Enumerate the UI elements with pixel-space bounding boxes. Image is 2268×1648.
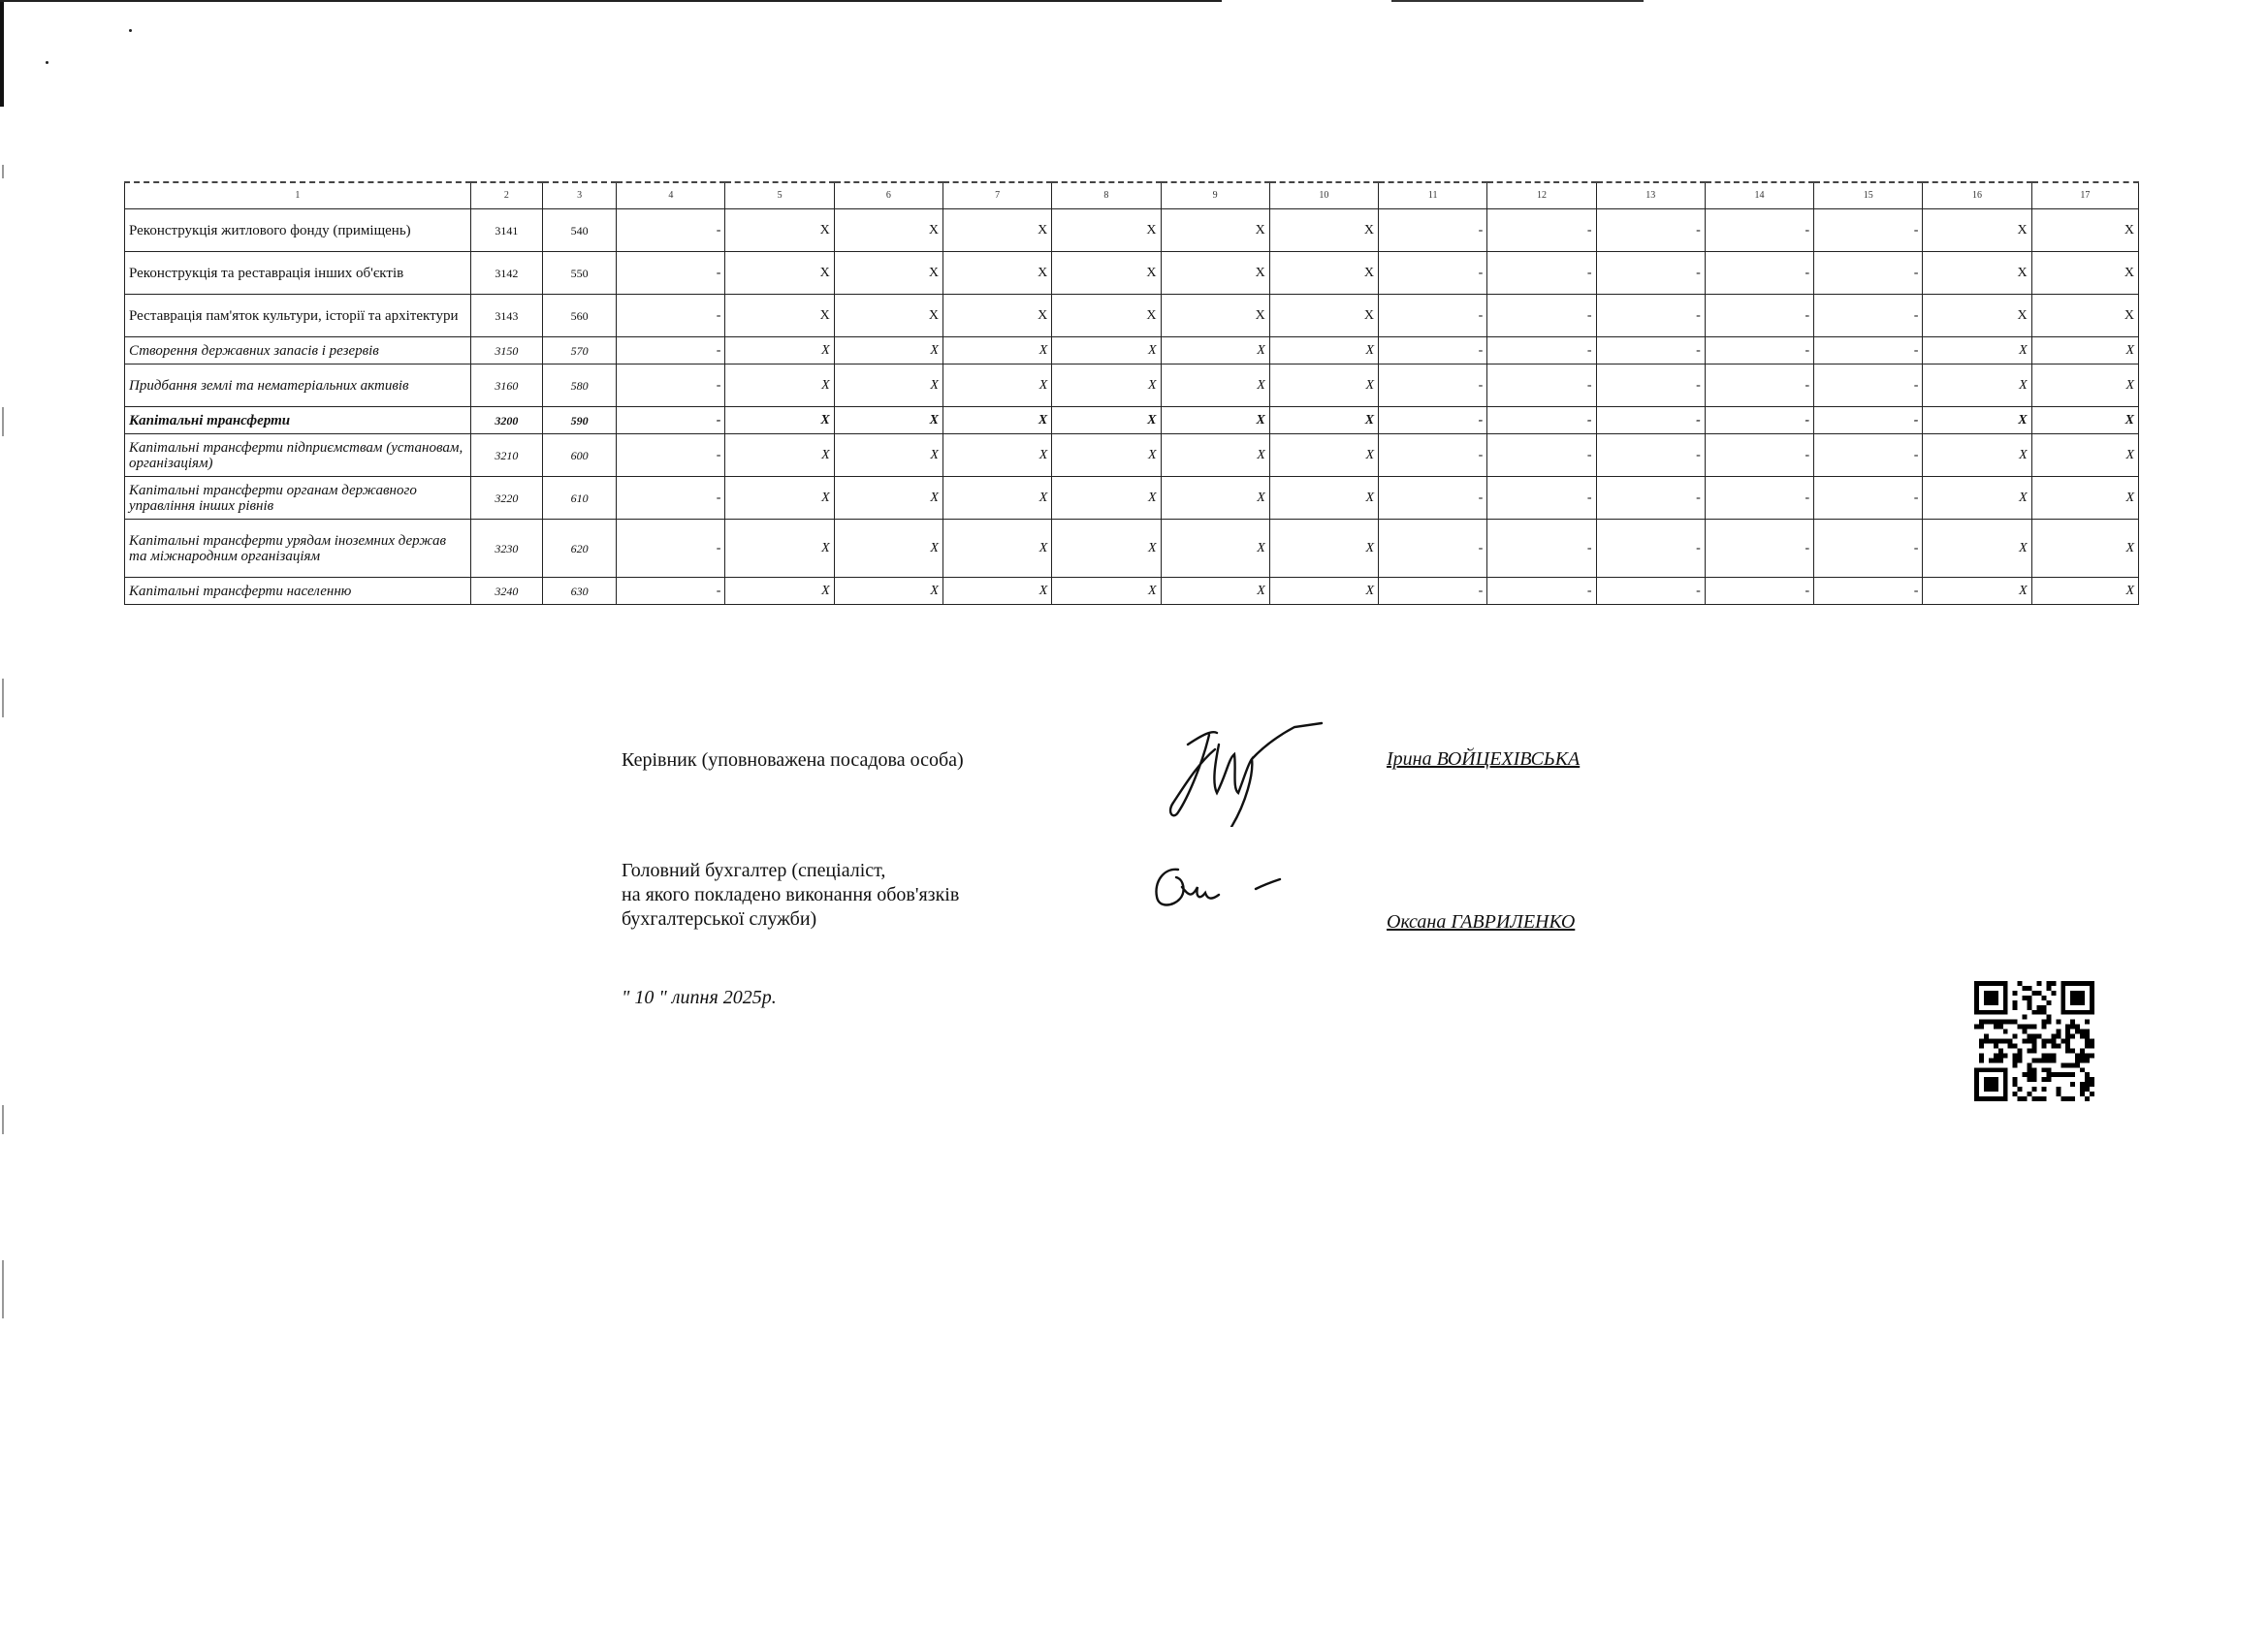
scan-edge-mark [0,0,4,107]
accountant-label [622,859,959,932]
table-cell: X [942,407,1051,434]
table-cell: X [725,520,834,578]
row-name: Капітальні трансферти [125,407,471,434]
row-line-code: 570 [543,337,617,364]
table-cell: - [617,252,725,295]
row-line-code: 590 [543,407,617,434]
accountant-name: Оксана ГАВРИЛЕНКО [1387,911,1576,933]
row-code: 3230 [470,520,542,578]
table-cell: X [1923,477,2031,520]
table-cell: - [617,407,725,434]
column-number: 10 [1269,182,1378,209]
table-cell: X [942,209,1051,252]
table-cell: X [1161,477,1269,520]
table-cell: - [1705,520,1813,578]
table-cell: - [1814,520,1923,578]
table-cell: - [1814,209,1923,252]
table-cell: X [1923,209,2031,252]
table-cell: X [1269,520,1378,578]
head-label: Керівник (уповноважена посадова особа) [622,749,964,771]
table-cell: - [1705,337,1813,364]
table-cell: X [1269,434,1378,477]
row-name: Придбання землі та нематеріальних активів [125,364,471,407]
row-line-code: 630 [543,578,617,605]
row-code: 3200 [470,407,542,434]
table-cell: X [725,295,834,337]
row-line-code: 580 [543,364,617,407]
table-cell: - [1487,364,1596,407]
table-cell: - [1596,209,1705,252]
table-row [125,520,2139,578]
table-cell: X [1923,337,2031,364]
row-name: Капітальні трансферти підприємствам (установам, організаціям) [125,434,471,477]
table-cell: X [1161,434,1269,477]
scan-edge-dash [2,1260,4,1318]
table-cell: - [1379,520,1487,578]
table-cell: - [1814,578,1923,605]
head-signature [1159,706,1324,827]
row-code: 3142 [470,252,542,295]
table-cell: - [1379,578,1487,605]
table-cell: - [1379,364,1487,407]
table-cell: - [1705,364,1813,407]
table-cell: X [2031,477,2138,520]
table-cell: X [2031,252,2138,295]
table-cell: X [1269,364,1378,407]
table-cell: X [2031,407,2138,434]
table-cell: - [1379,337,1487,364]
table-cell: X [834,252,942,295]
table-cell: X [2031,434,2138,477]
table-row [125,364,2139,407]
table-row [125,578,2139,605]
table-cell: X [1052,209,1161,252]
table-cell: - [1487,407,1596,434]
table-cell: X [942,520,1051,578]
table-cell: - [1487,252,1596,295]
table-cell: X [834,295,942,337]
table-cell: X [1052,578,1161,605]
table-cell: X [1161,252,1269,295]
table-cell: X [1269,407,1378,434]
table-cell: X [725,364,834,407]
column-number: 1 [125,182,471,209]
table-cell: - [1596,578,1705,605]
column-number: 2 [470,182,542,209]
table-cell: X [1161,209,1269,252]
table-cell: X [942,578,1051,605]
table-cell: X [1269,337,1378,364]
table-cell: - [1814,252,1923,295]
table-cell: X [834,209,942,252]
table-cell: - [1596,407,1705,434]
table-cell: X [1269,578,1378,605]
table-cell: X [1052,364,1161,407]
accountant-label-line: Головний бухгалтер (спеціаліст, [622,860,886,881]
table-cell: X [1269,252,1378,295]
table-cell: X [1052,520,1161,578]
row-line-code: 610 [543,477,617,520]
column-number: 12 [1487,182,1596,209]
column-number-row [125,182,2139,209]
table-cell: - [617,434,725,477]
table-cell: X [1052,434,1161,477]
table-cell: X [942,364,1051,407]
table-cell: X [725,252,834,295]
report-table [124,181,2139,605]
table-row [125,407,2139,434]
table-cell: X [834,578,942,605]
table-cell: - [1379,407,1487,434]
column-number: 6 [834,182,942,209]
row-name: Створення державних запасів і резервів [125,337,471,364]
column-number: 13 [1596,182,1705,209]
table-cell: - [1814,295,1923,337]
row-name: Реконструкція та реставрація інших об'єктів [125,252,471,295]
table-cell: - [1814,364,1923,407]
table-cell: X [834,477,942,520]
column-number: 8 [1052,182,1161,209]
table-cell: X [1269,477,1378,520]
table-cell: X [834,407,942,434]
table-cell: - [617,337,725,364]
column-number: 11 [1379,182,1487,209]
scan-edge-dash [2,407,4,436]
table-cell: X [942,434,1051,477]
table-cell: - [1705,407,1813,434]
table-row [125,295,2139,337]
column-number: 14 [1705,182,1813,209]
table-cell: - [1596,477,1705,520]
table-cell: - [1814,477,1923,520]
row-code: 3143 [470,295,542,337]
table-cell: X [942,337,1051,364]
row-name: Капітальні трансферти органам державного управління інших рівнів [125,477,471,520]
table-cell: - [1379,252,1487,295]
table-cell: X [942,295,1051,337]
table-cell: X [725,209,834,252]
column-number: 9 [1161,182,1269,209]
table-cell: - [617,477,725,520]
table-cell: X [1923,364,2031,407]
row-line-code: 540 [543,209,617,252]
table-cell: X [1052,407,1161,434]
accountant-label-line: на якого покладено виконання обов'язків [622,884,960,905]
row-code: 3220 [470,477,542,520]
table-cell: - [1596,434,1705,477]
table-cell: - [1814,407,1923,434]
table-cell: - [1379,434,1487,477]
table-cell: - [617,295,725,337]
table-cell: X [1052,477,1161,520]
table-cell: - [1487,295,1596,337]
table-cell: - [1487,578,1596,605]
table-cell: - [1705,209,1813,252]
scan-edge-dash [2,165,4,178]
table-cell: - [617,364,725,407]
column-number: 5 [725,182,834,209]
table-cell: - [617,520,725,578]
scan-speck [129,29,132,32]
table-cell: X [2031,337,2138,364]
table-cell: X [725,434,834,477]
table-cell: X [725,477,834,520]
document-date: " 10 " липня 2025р. [622,987,777,1008]
table-cell: - [1814,434,1923,477]
table-cell: X [1923,520,2031,578]
row-name: Реконструкція житлового фонду (приміщень) [125,209,471,252]
table-row [125,252,2139,295]
head-name: Ірина ВОЙЦЕХІВСЬКА [1387,748,1581,770]
table-cell: X [1052,252,1161,295]
table-cell: X [1161,407,1269,434]
row-code: 3150 [470,337,542,364]
row-name: Капітальні трансферти населенню [125,578,471,605]
row-name: Реставрація пам'яток культури, історії та архітектури [125,295,471,337]
table-cell: X [834,434,942,477]
table-cell: - [1596,520,1705,578]
row-name: Капітальні трансферти урядам іноземних держав та міжнародним організаціям [125,520,471,578]
table-cell: - [1487,337,1596,364]
table-cell: X [1269,209,1378,252]
table-cell: - [617,578,725,605]
table-cell: X [834,520,942,578]
table-cell: - [1487,520,1596,578]
table-cell: - [1705,578,1813,605]
table-cell: X [1161,295,1269,337]
row-line-code: 560 [543,295,617,337]
accountant-label-line: бухгалтерської служби) [622,908,817,930]
table-cell: X [1052,337,1161,364]
scan-edge-dash [2,679,4,717]
table-cell: - [617,209,725,252]
table-cell: X [834,364,942,407]
row-code: 3141 [470,209,542,252]
table-cell: X [1923,252,2031,295]
table-cell: - [1705,295,1813,337]
table-cell: - [1705,434,1813,477]
scan-speck [46,61,48,64]
table-cell: - [1487,434,1596,477]
table-cell: - [1596,295,1705,337]
table-row [125,477,2139,520]
table-cell: - [1487,477,1596,520]
qr-code [1974,981,2094,1101]
table-cell: - [1596,337,1705,364]
row-line-code: 620 [543,520,617,578]
table-cell: X [2031,364,2138,407]
table-cell: X [725,407,834,434]
column-number: 7 [942,182,1051,209]
column-number: 17 [2031,182,2138,209]
column-number: 3 [543,182,617,209]
table-row [125,434,2139,477]
table-cell: X [1923,578,2031,605]
row-line-code: 600 [543,434,617,477]
table-cell: - [1379,295,1487,337]
column-number: 16 [1923,182,2031,209]
table-cell: X [1052,295,1161,337]
table-cell: - [1814,337,1923,364]
table-cell: X [1923,407,2031,434]
table-cell: X [942,252,1051,295]
table-cell: X [1161,337,1269,364]
table-cell: X [2031,295,2138,337]
table-cell: X [942,477,1051,520]
table-cell: X [1161,520,1269,578]
row-code: 3240 [470,578,542,605]
scan-top-line [1391,0,1644,2]
table-cell: X [1923,434,2031,477]
row-code: 3210 [470,434,542,477]
table-cell: - [1379,209,1487,252]
table-cell: - [1487,209,1596,252]
accountant-signature [1149,858,1314,916]
table-row [125,337,2139,364]
scan-top-line [0,0,1222,2]
table-cell: X [1161,578,1269,605]
table-cell: - [1596,252,1705,295]
table-cell: X [725,337,834,364]
scan-edge-dash [2,1105,4,1134]
column-number: 15 [1814,182,1923,209]
table-cell: - [1705,477,1813,520]
table-cell: X [2031,578,2138,605]
table-cell: - [1705,252,1813,295]
table-cell: - [1596,364,1705,407]
table-cell: X [2031,209,2138,252]
table-cell: X [834,337,942,364]
table-cell: X [1923,295,2031,337]
row-code: 3160 [470,364,542,407]
table-cell: X [1161,364,1269,407]
table-cell: - [1379,477,1487,520]
table-cell: X [1269,295,1378,337]
table-cell: X [2031,520,2138,578]
row-line-code: 550 [543,252,617,295]
table-row [125,209,2139,252]
table-cell: X [725,578,834,605]
column-number: 4 [617,182,725,209]
